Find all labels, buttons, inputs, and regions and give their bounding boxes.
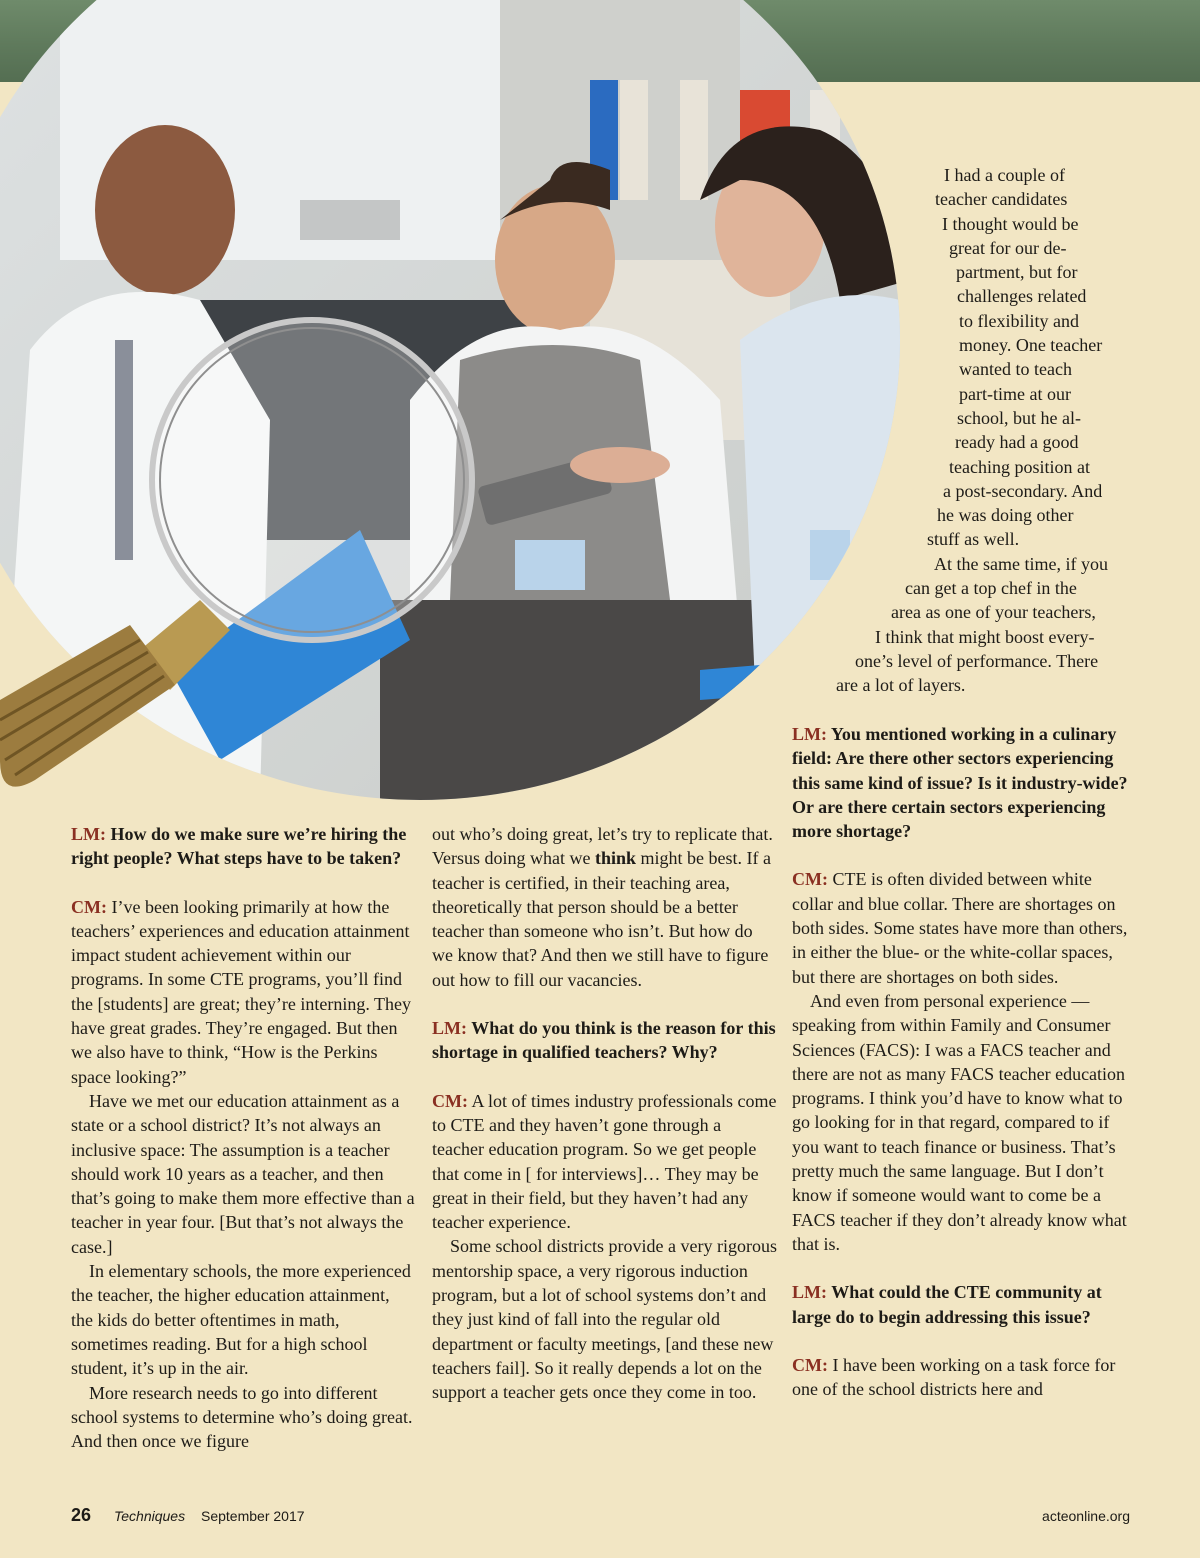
quote-line: are a lot of layers. (836, 675, 966, 696)
article-column-3 (792, 722, 1132, 1401)
interview-answer (432, 1089, 777, 1235)
interview-question (792, 1280, 1132, 1329)
question-text: What could the CTE community at large do to begin addressing this issue? (792, 1282, 1102, 1327)
publication-name: Techniques (114, 1508, 186, 1524)
body-paragraph: Some school districts provide a very rigorous mentorship space, a very rigorous induction program, but a lot of school systems don’t and they just kind of fall into the regular old department or faculty meetings, [and these new teachers fail]. So it really depends a lot on the support a teacher gets once they come in too. (432, 1236, 777, 1403)
body-paragraph: More research needs to go into different school systems to determine who’s doing great. And then once we figure (71, 1382, 413, 1452)
interview-answer (792, 1353, 1132, 1402)
speaker-tag: CM: (792, 869, 828, 890)
circular-photo (0, 0, 900, 800)
quote-line: great for our de- (949, 237, 1067, 258)
question-text: You mentioned working in a culinary field: Are there other sectors experiencing this same kind of issue? Is it industry-wide? Or are there certain sectors experiencing more shortage? (792, 724, 1128, 842)
answer-text: A lot of times industry professionals come to CTE and they haven’t gone through a teacher education program. So we get people that come in [ for interviews]… They may be great in their field, but they haven’t had any teacher experience. (432, 1090, 777, 1233)
quote-line: stuff as well. (927, 529, 1020, 550)
interview-answer (71, 895, 416, 1089)
emphasis-text: think (594, 848, 637, 869)
answer-text: CTE is often divided between white collar and blue collar. There are shortages on both sides. Some states have more than others, in either the blue- or the white-collar spaces, but there are shortages on both sides. (792, 869, 1128, 987)
quote-line: he was doing other (937, 505, 1074, 526)
page-footer (71, 1505, 1130, 1529)
speaker-tag: LM: (71, 824, 106, 844)
quote-line: teacher candidates (935, 189, 1068, 210)
body-text: out who’s doing great, let’s try to replicate that. Versus doing what we (432, 824, 773, 869)
quote-line: can get a top chef in the (905, 578, 1077, 599)
body-paragraph: And even from personal experience — speaking from within Family and Consumer Sciences (FACS): I was a FACS teacher and there are not as many FACS teacher education programs. I think you’d have to know what to go looking for in that regard, compared to if you want to teach finance or business. That’s pretty much the same language. But I don’t know if someone would want to come be a FACS teacher if they don’t already know what that is. (792, 990, 1127, 1254)
quote-line: partment, but for (956, 262, 1078, 283)
quote-line: I thought would be (942, 213, 1079, 234)
page-number: 26 (71, 1505, 92, 1525)
quote-line: area as one of your teachers, (891, 602, 1096, 623)
speaker-tag: CM: (792, 1354, 828, 1375)
quote-line: a post-secondary. And (943, 480, 1103, 501)
body-paragraph: Have we met our education attainment as a state or a school district? It’s not always an inclusive space: The assumption is a teacher should work 10 years as a teacher, and then that’s going to make them more effective than a teacher in year four. [But that’s not always the case.] (71, 1090, 415, 1257)
quote-line: school, but he al- (957, 407, 1081, 428)
speaker-tag: LM: (792, 724, 827, 744)
body-paragraph: In elementary schools, the more experienced the teacher, the higher education attainment, the kids do better oftentimes in math, sometimes reading. But for a high school student, it’s up in the air. (71, 1261, 411, 1379)
article-column-2 (432, 822, 777, 1405)
quote-line: teaching position at (949, 456, 1090, 477)
body-text: might be best. If a teacher is certified, in their teaching area, theoretically that person should be a better teacher than someone who isn’t. But how do we know that? And then we still have to figure out how to fill our vacancies. (432, 848, 771, 990)
quote-line: At the same time, if you (934, 553, 1108, 574)
body-paragraph (432, 822, 777, 992)
quote-line: I had a couple of (944, 165, 1065, 185)
quote-line: part-time at our (959, 383, 1071, 404)
speaker-tag: CM: (71, 896, 107, 917)
interview-answer (792, 867, 1132, 988)
article-column-1 (71, 822, 416, 1453)
question-text: How do we make sure we’re hiring the right people? What steps have to be taken? (71, 824, 407, 869)
quote-line: money. One teacher (959, 335, 1103, 356)
issue-date: September 2017 (201, 1508, 305, 1524)
speaker-tag: LM: (792, 1282, 827, 1303)
speaker-tag: LM: (432, 1018, 467, 1039)
answer-text: I’ve been looking primarily at how the teachers’ experiences and education attainment impact student achievement within our programs. In some CTE programs, you’ll find the [students] are great; they’re interning. They have great grades. They’re engaged. But then we also have to think, “How is the Perkins space looking?” (71, 896, 412, 1087)
quote-line: wanted to teach (959, 359, 1072, 380)
interview-question (432, 1016, 777, 1065)
speaker-tag: CM: (432, 1090, 468, 1111)
website-link[interactable]: acteonline.org (1042, 1508, 1130, 1524)
pull-quote-text (820, 163, 1140, 698)
quote-line: I think that might boost every- (875, 626, 1095, 647)
quote-line: ready had a good (955, 432, 1079, 453)
quote-line: one’s level of performance. There (855, 650, 1099, 671)
interview-question (71, 822, 416, 871)
question-text: What do you think is the reason for this shortage in qualified teachers? Why? (432, 1018, 776, 1063)
interview-question (792, 722, 1132, 843)
quote-line: to flexibility and (959, 310, 1079, 331)
quote-line: challenges related (957, 286, 1087, 307)
answer-text: I have been working on a task force for one of the school districts here and (792, 1354, 1116, 1400)
